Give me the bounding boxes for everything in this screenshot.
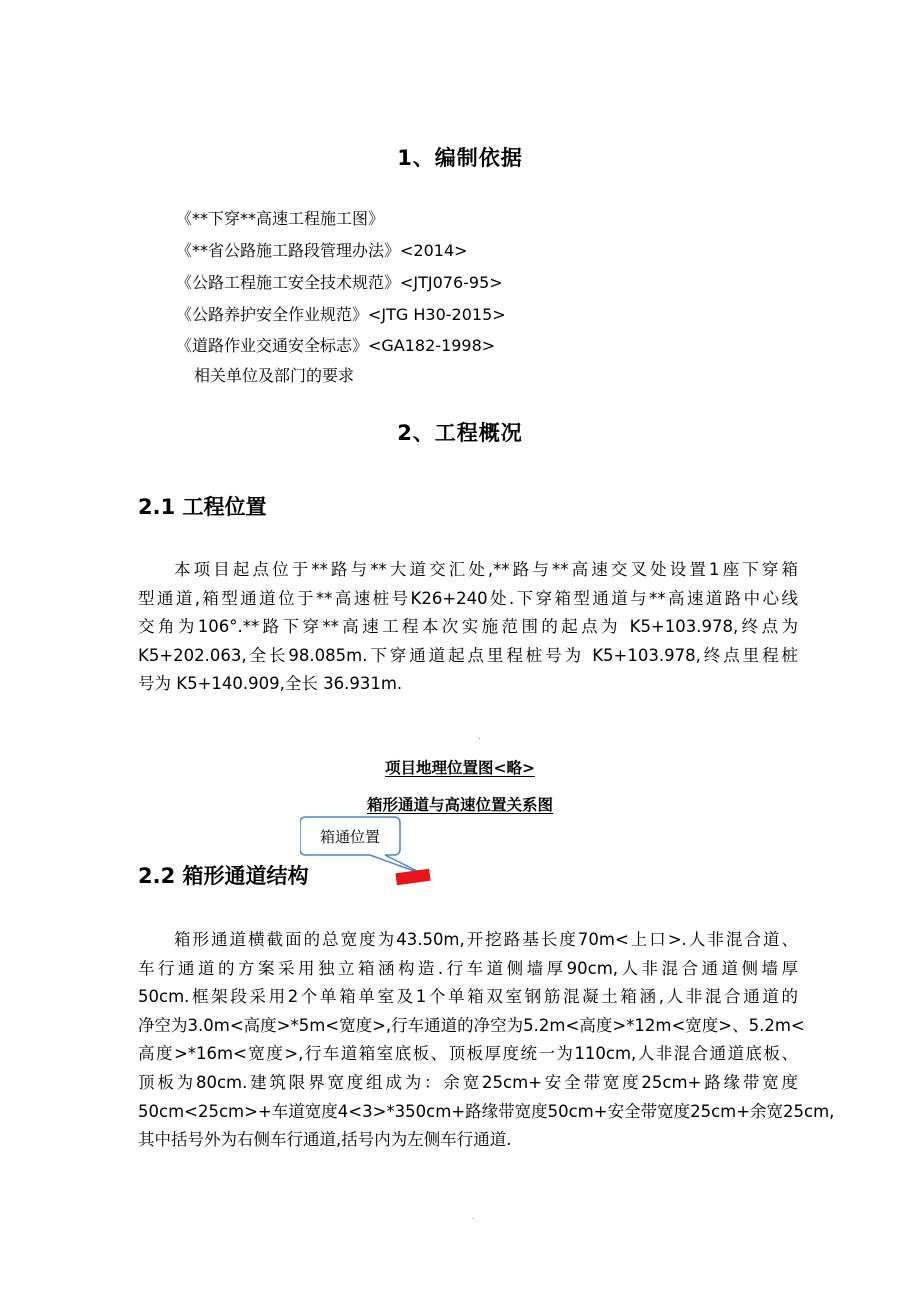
section-2-title: 2、工程概况 xyxy=(397,421,523,445)
paragraph-line: 50cm.框架段采用2个单箱单室及1个单箱双室钢筋混凝土箱涵,人非混合通道的 xyxy=(138,987,798,1007)
stray-dot: . xyxy=(472,1212,475,1221)
figure-caption: 项目地理位置图<略> xyxy=(385,759,535,777)
paragraph-line: 50cm<25cm>+车道宽度4<3>*350cm+路缘带宽度50cm+安全带宽度25cm+余宽25cm, xyxy=(138,1101,835,1121)
paragraph-line: 净空为3.0m<高度>*5m<宽度>,行车通道的净空为5.2m<高度>*12m<宽度>、5.2m< xyxy=(138,1015,805,1035)
section-1-title: 1、编制依据 xyxy=(397,146,523,170)
paragraph-location xyxy=(138,556,798,699)
reference-item: 相关单位及部门的要求 xyxy=(194,366,355,385)
paragraph-line: 型通道,箱型通道位于**高速桩号K26+240处.下穿箱型通道与**高速道路中心线 xyxy=(138,588,798,608)
callout-label: 箱通位置 xyxy=(319,828,380,846)
paragraph-structure xyxy=(138,926,835,1155)
subsection-2-1-title: 2.1 工程位置 xyxy=(138,495,267,519)
reference-item: 《**省公路施工路段管理办法》<2014> xyxy=(176,241,468,260)
subsection-2-2-title: 2.2 箱形通道结构 xyxy=(138,864,309,888)
paragraph-line: 其中括号外为右侧车行通道,括号内为左侧车行通道. xyxy=(138,1130,512,1150)
reference-item: 《**下穿**高速工程施工图》 xyxy=(176,209,385,228)
reference-item: 《道路作业交通安全标志》<GA182-1998> xyxy=(176,336,496,355)
paragraph-line: K5+202.063,全长98.085m.下穿通道起点里程桩号为 K5+103.978,终点里程桩 xyxy=(138,645,798,665)
reference-item: 《公路工程施工安全技术规范》<JTJ076-95> xyxy=(176,273,503,292)
figure-caption: 箱形通道与高速位置关系图 xyxy=(366,796,553,814)
paragraph-line: 顶板为80cm.建筑限界宽度组成为：余宽25cm+安全带宽度25cm+路缘带宽度 xyxy=(138,1072,798,1092)
paragraph-line: 车行通道的方案采用独立箱涵构造.行车道侧墙厚90cm,人非混合通道侧墙厚 xyxy=(138,958,798,978)
reference-item: 《公路养护安全作业规范》<JTG H30-2015> xyxy=(176,305,506,324)
paragraph-line: 本项目起点位于**路与**大道交汇处,**路与**高速交叉处设置1座下穿箱 xyxy=(174,560,798,579)
stray-dot: . xyxy=(478,732,481,741)
paragraph-line: 高度>*16m<宽度>,行车道箱室底板、顶板厚度统一为110cm,人非混合通道底板、 xyxy=(138,1044,798,1064)
paragraph-line: 交角为106°.**路下穿**高速工程本次实施范围的起点为 K5+103.978,终点为 xyxy=(138,617,798,637)
paragraph-line: 号为 K5+140.909,全长 36.931m. xyxy=(138,674,403,694)
paragraph-line: 箱形通道横截面的总宽度为43.50m,开挖路基长度70m<上口>.人非混合道、 xyxy=(174,930,798,949)
